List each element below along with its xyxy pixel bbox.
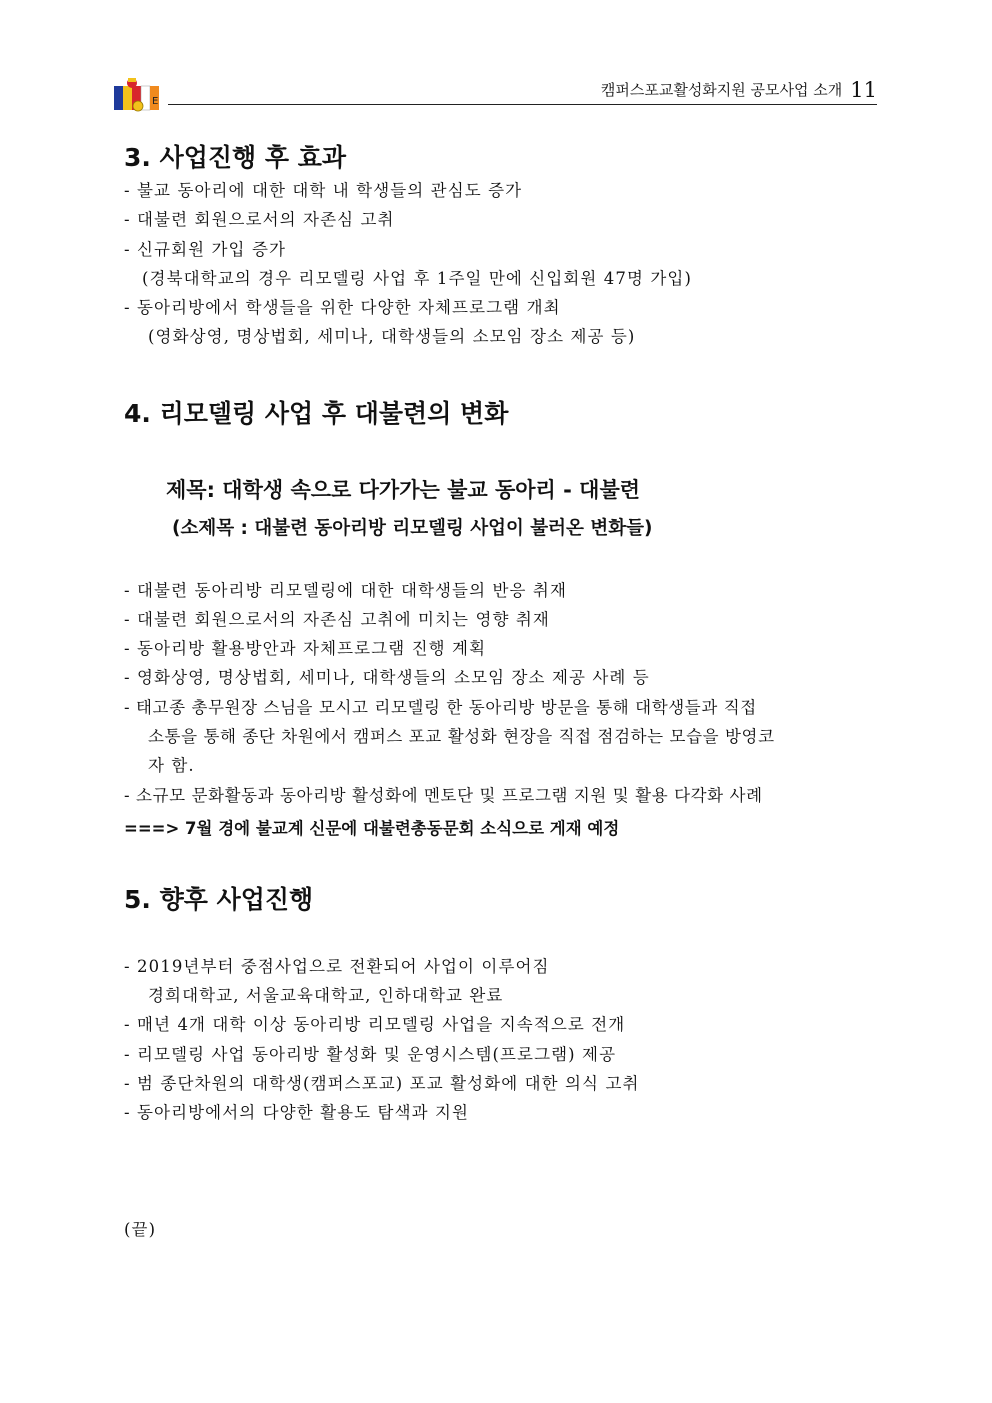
page-header — [112, 76, 877, 112]
section-4-line: 자 함. — [148, 756, 195, 775]
section-3-line: - 불교 동아리에 대한 대학 내 학생들의 관심도 증가 — [124, 181, 523, 200]
section-4-line: - 영화상영, 명상법회, 세미나, 대학생들의 소모임 장소 제공 사례 등 — [124, 668, 650, 687]
section-4-line: - 동아리방 활용방안과 자체프로그램 진행 계획 — [124, 639, 487, 658]
section-3-heading: 3. 사업진행 후 효과 — [124, 143, 347, 172]
section-5-line: - 2019년부터 중점사업으로 전환되어 사업이 이루어짐 — [124, 957, 550, 976]
publication-note: ===> 7월 경에 불교계 신문에 대불련총동문회 소식으로 게재 예정 — [124, 819, 620, 838]
header-title-text: 캠퍼스포교활성화지원 공모사업 소개 — [600, 81, 843, 99]
section-3-line: - 신규회원 가입 증가 — [124, 240, 287, 259]
section-3-line: (영화상영, 명상법회, 세미나, 대학생들의 소모임 장소 제공 등) — [148, 327, 636, 346]
section-4-line: - 소규모 문화활동과 동아리방 활성화에 멘토단 및 프로그램 지원 및 활용 다각화 사례 — [124, 786, 763, 805]
section-3-line: (경북대학교의 경우 리모델링 사업 후 1주일 만에 신입회원 47명 가입) — [142, 269, 692, 288]
section-4-line: - 대불련 동아리방 리모델링에 대한 대학생들의 반응 취재 — [124, 581, 567, 600]
header-rule — [168, 104, 877, 105]
section-5-line: - 리모델링 사업 동아리방 활성화 및 운영시스템(프로그램) 제공 — [124, 1045, 617, 1064]
svg-text:E: E — [152, 96, 159, 107]
article-title: 제목: 대학생 속으로 다가가는 불교 동아리 - 대불련 — [166, 478, 641, 502]
header-title — [601, 78, 877, 102]
section-3-line: - 대불련 회원으로서의 자존심 고취 — [124, 210, 395, 229]
section-3-line: - 동아리방에서 학생들을 위한 다양한 자체프로그램 개최 — [124, 298, 561, 317]
logo-icon — [112, 76, 164, 112]
section-4-line: - 대불련 회원으로서의 자존심 고취에 미치는 영향 취재 — [124, 610, 550, 629]
page-number: 11 — [850, 78, 877, 102]
section-5-heading: 5. 향후 사업진행 — [124, 885, 314, 914]
section-5-line: 경희대학교, 서울교육대학교, 인하대학교 완료 — [148, 986, 504, 1005]
section-5-line: - 매년 4개 대학 이상 동아리방 리모델링 사업을 지속적으로 전개 — [124, 1015, 626, 1034]
section-5-line: - 동아리방에서의 다양한 활용도 탐색과 지원 — [124, 1103, 470, 1122]
section-4-heading: 4. 리모델링 사업 후 대불련의 변화 — [124, 399, 509, 428]
section-5-line: - 범 종단차원의 대학생(캠퍼스포교) 포교 활성화에 대한 의식 고취 — [124, 1074, 640, 1093]
section-4-line: 소통을 통해 종단 차원에서 캠퍼스 포교 활성화 현장을 직접 점검하는 모습을 방영코 — [148, 727, 775, 746]
end-mark: (끝) — [124, 1220, 157, 1239]
section-4-line: - 태고종 총무원장 스님을 모시고 리모델링 한 동아리방 방문을 통해 대학생들과 직접 — [124, 698, 757, 717]
article-subtitle: (소제목 : 대불련 동아리방 리모델링 사업이 불러온 변화들) — [172, 518, 653, 539]
